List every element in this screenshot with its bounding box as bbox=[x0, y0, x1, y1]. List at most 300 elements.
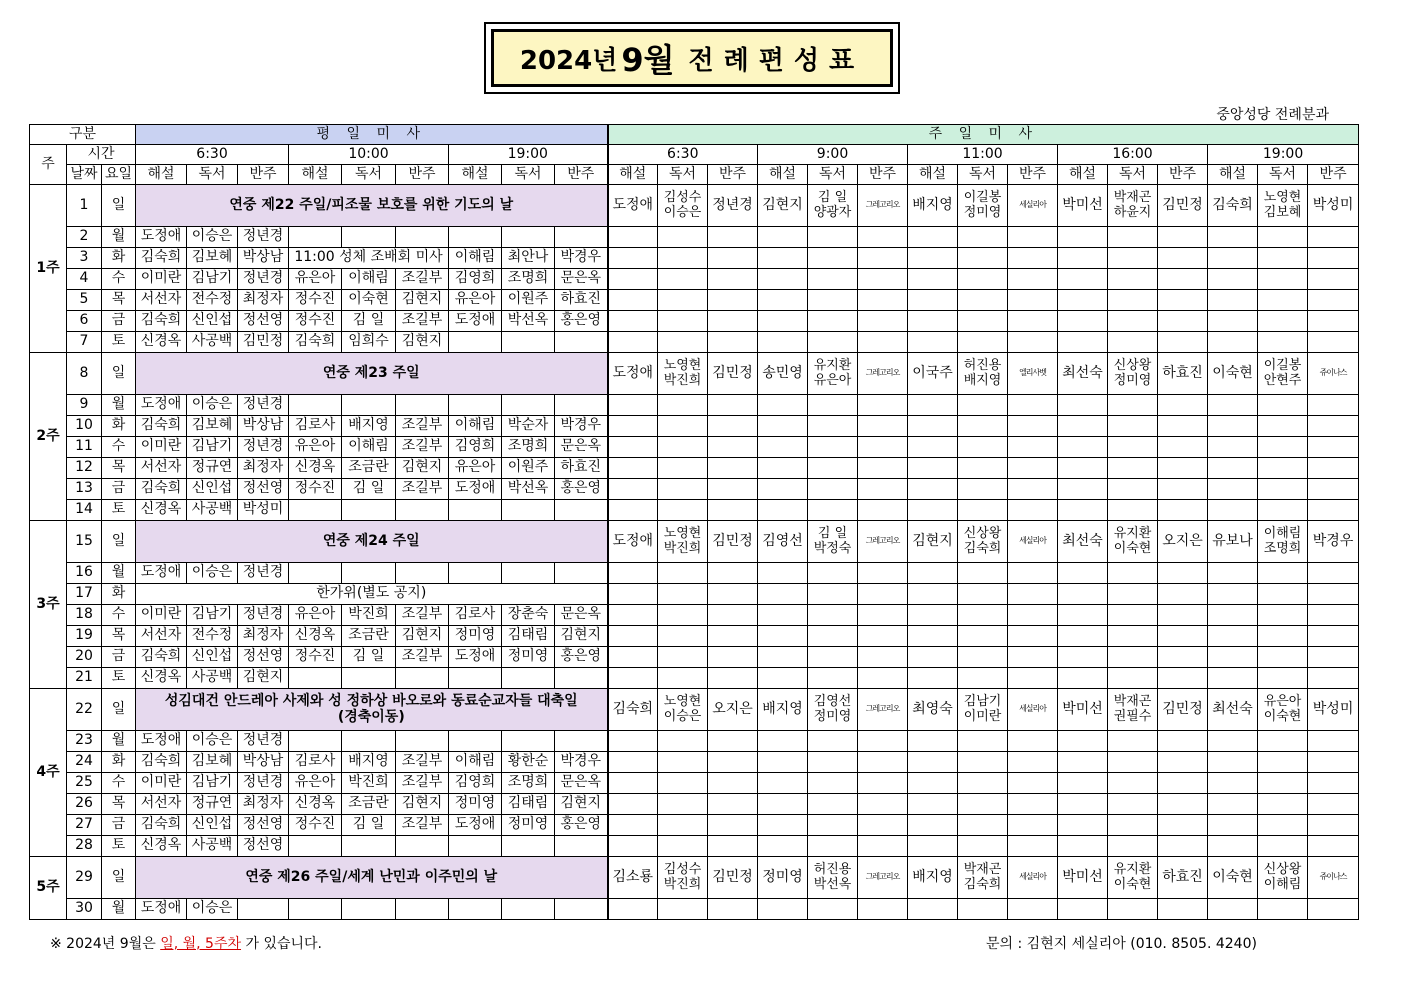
sunday-empty-cell bbox=[1008, 416, 1058, 437]
weekday-role-cell: 정선영 bbox=[238, 836, 289, 857]
weekday-cell: 수 bbox=[102, 269, 136, 290]
weekday-role-cell: 신경옥 bbox=[289, 458, 342, 479]
sunday-role-cell: 김 일 양광자 bbox=[808, 185, 858, 227]
sunday-empty-cell bbox=[858, 332, 908, 353]
sunday-empty-cell bbox=[1158, 584, 1208, 605]
sunday-empty-cell bbox=[608, 479, 658, 500]
sunday-empty-cell bbox=[958, 248, 1008, 269]
title-month: 9월 bbox=[621, 41, 675, 79]
sunday-empty-cell bbox=[1008, 269, 1058, 290]
table-row bbox=[30, 731, 1359, 752]
weekday-role-cell: 홍은영 bbox=[555, 647, 608, 668]
weekday-role-cell: 사공백 bbox=[187, 836, 238, 857]
sunday-empty-cell bbox=[608, 584, 658, 605]
weekday-role-cell: 조명희 bbox=[502, 773, 555, 794]
day-cell: 11 bbox=[67, 437, 102, 458]
sunday-empty-cell bbox=[1308, 458, 1359, 479]
weekday-role-cell: 정수진 bbox=[289, 290, 342, 311]
sunday-empty-cell bbox=[908, 416, 958, 437]
sunday-role-cell: 유지환 이숙현 bbox=[1108, 857, 1158, 899]
sunday-empty-cell bbox=[1258, 584, 1308, 605]
sunday-empty-cell bbox=[1108, 836, 1158, 857]
day-cell: 14 bbox=[67, 500, 102, 521]
sunday-empty-cell bbox=[658, 836, 708, 857]
weekday-role-cell: 김로사 bbox=[449, 605, 502, 626]
sunday-empty-cell bbox=[1008, 647, 1058, 668]
sunday-empty-cell bbox=[1208, 437, 1258, 458]
sunday-empty-cell bbox=[1058, 500, 1108, 521]
weekday-role-cell bbox=[342, 899, 396, 920]
weekday-role-cell bbox=[396, 836, 449, 857]
sunday-empty-cell bbox=[758, 815, 808, 836]
weekday-role-cell: 사공백 bbox=[187, 500, 238, 521]
sunday-empty-cell bbox=[1208, 458, 1258, 479]
sunday-empty-cell bbox=[908, 836, 958, 857]
sunday-empty-cell bbox=[1308, 626, 1359, 647]
weekday-role-cell: 김숙희 bbox=[136, 311, 187, 332]
weekday-role-cell: 조길부 bbox=[396, 752, 449, 773]
sunday-empty-cell bbox=[1208, 500, 1258, 521]
sunday-empty-cell bbox=[1308, 668, 1359, 689]
sunday-empty-cell bbox=[958, 773, 1008, 794]
sunday-empty-cell bbox=[958, 563, 1008, 584]
sunday-empty-cell bbox=[658, 605, 708, 626]
sunday-empty-cell bbox=[608, 269, 658, 290]
sunday-empty-cell bbox=[608, 458, 658, 479]
sunday-empty-cell bbox=[1108, 395, 1158, 416]
weekday-role-cell: 정규연 bbox=[187, 458, 238, 479]
weekday-role-cell: 유은아 bbox=[449, 290, 502, 311]
sunday-empty-cell bbox=[1258, 437, 1308, 458]
sunday-empty-cell bbox=[608, 836, 658, 857]
sunday-empty-cell bbox=[758, 563, 808, 584]
sunday-empty-cell bbox=[608, 563, 658, 584]
sunday-role-cell: 김민정 bbox=[708, 521, 758, 563]
sunday-empty-cell bbox=[908, 752, 958, 773]
sunday-role-cell: 김현지 bbox=[758, 185, 808, 227]
sunday-empty-cell bbox=[958, 815, 1008, 836]
weekday-role-cell: 박경우 bbox=[555, 416, 608, 437]
sunday-empty-cell bbox=[1208, 668, 1258, 689]
header-role: 해설 bbox=[449, 165, 502, 185]
sunday-empty-cell bbox=[808, 647, 858, 668]
sunday-role-cell: 배지영 bbox=[908, 857, 958, 899]
sunday-empty-cell bbox=[808, 500, 858, 521]
weekday-role-cell bbox=[502, 731, 555, 752]
weekday-role-cell: 이승은 bbox=[187, 395, 238, 416]
weekday-role-cell: 배지영 bbox=[342, 416, 396, 437]
day-cell: 27 bbox=[67, 815, 102, 836]
sunday-empty-cell bbox=[1108, 815, 1158, 836]
weekday-role-cell: 신경옥 bbox=[289, 794, 342, 815]
weekday-role-cell: 조길부 bbox=[396, 605, 449, 626]
weekday-role-cell: 전수정 bbox=[187, 290, 238, 311]
sunday-role-cell: 박미선 bbox=[1058, 185, 1108, 227]
sunday-empty-cell bbox=[708, 626, 758, 647]
sunday-empty-cell bbox=[1158, 416, 1208, 437]
sunday-empty-cell bbox=[958, 899, 1008, 920]
sunday-role-cell: 쥬이나스 bbox=[1308, 353, 1359, 395]
weekday-role-cell: 문은옥 bbox=[555, 269, 608, 290]
sunday-role-cell: 박미선 bbox=[1058, 857, 1108, 899]
sunday-empty-cell bbox=[808, 668, 858, 689]
footer-contact: 문의 : 김현지 세실리아 (010. 8505. 4240) bbox=[986, 936, 1257, 952]
header-role: 독서 bbox=[342, 165, 396, 185]
sunday-empty-cell bbox=[1108, 731, 1158, 752]
day-cell: 1 bbox=[67, 185, 102, 227]
header-role: 해설 bbox=[289, 165, 342, 185]
weekday-role-cell: 김현지 bbox=[396, 458, 449, 479]
sunday-empty-cell bbox=[1008, 836, 1058, 857]
sunday-empty-cell bbox=[1058, 752, 1108, 773]
table-row bbox=[30, 899, 1359, 920]
sunday-empty-cell bbox=[1108, 500, 1158, 521]
header-weekday-time: 19:00 bbox=[449, 145, 608, 165]
sunday-empty-cell bbox=[708, 836, 758, 857]
sunday-empty-cell bbox=[758, 626, 808, 647]
sunday-empty-cell bbox=[1008, 479, 1058, 500]
weekday-cell: 토 bbox=[102, 332, 136, 353]
sunday-empty-cell bbox=[1308, 248, 1359, 269]
header-role: 독서 bbox=[502, 165, 555, 185]
sunday-empty-cell bbox=[1158, 563, 1208, 584]
sunday-empty-cell bbox=[1208, 479, 1258, 500]
weekday-cell: 수 bbox=[102, 605, 136, 626]
sunday-empty-cell bbox=[1008, 773, 1058, 794]
weekday-role-cell: 김현지 bbox=[555, 626, 608, 647]
header-role: 반주 bbox=[1008, 165, 1058, 185]
table-row bbox=[30, 458, 1359, 479]
sunday-empty-cell bbox=[758, 227, 808, 248]
sunday-empty-cell bbox=[1158, 395, 1208, 416]
weekday-role-cell: 황한순 bbox=[502, 752, 555, 773]
header-sunday-time: 6:30 bbox=[608, 145, 758, 165]
sunday-role-cell: 최선숙 bbox=[1208, 689, 1258, 731]
header-sunday-time: 9:00 bbox=[758, 145, 908, 165]
table-row bbox=[30, 857, 1359, 899]
sunday-role-cell: 김숙희 bbox=[1208, 185, 1258, 227]
sunday-empty-cell bbox=[1008, 794, 1058, 815]
sunday-empty-cell bbox=[1058, 248, 1108, 269]
weekday-role-cell: 임희수 bbox=[342, 332, 396, 353]
sunday-empty-cell bbox=[758, 731, 808, 752]
day-cell: 22 bbox=[67, 689, 102, 731]
sunday-empty-cell bbox=[1208, 416, 1258, 437]
special-mass-note: 11:00 성체 조배회 미사 bbox=[289, 248, 449, 269]
header-role: 반주 bbox=[238, 165, 289, 185]
sunday-empty-cell bbox=[1208, 290, 1258, 311]
sunday-empty-cell bbox=[858, 311, 908, 332]
weekday-role-cell bbox=[502, 500, 555, 521]
sunday-empty-cell bbox=[658, 500, 708, 521]
sunday-role-cell: 배지영 bbox=[758, 689, 808, 731]
weekday-role-cell: 하효진 bbox=[555, 290, 608, 311]
sunday-role-cell: 허진용 배지영 bbox=[958, 353, 1008, 395]
sunday-empty-cell bbox=[1158, 794, 1208, 815]
weekday-role-cell: 이해림 bbox=[449, 752, 502, 773]
sunday-empty-cell bbox=[858, 773, 908, 794]
day-cell: 7 bbox=[67, 332, 102, 353]
weekday-role-cell: 최정자 bbox=[238, 458, 289, 479]
day-cell: 21 bbox=[67, 668, 102, 689]
header-role: 독서 bbox=[1258, 165, 1308, 185]
day-cell: 23 bbox=[67, 731, 102, 752]
sunday-empty-cell bbox=[1258, 563, 1308, 584]
footer-note bbox=[50, 933, 322, 953]
sunday-empty-cell bbox=[758, 248, 808, 269]
sunday-empty-cell bbox=[1308, 647, 1359, 668]
sunday-empty-cell bbox=[1008, 605, 1058, 626]
sunday-empty-cell bbox=[1308, 311, 1359, 332]
sunday-role-cell: 김민정 bbox=[1158, 689, 1208, 731]
sunday-empty-cell bbox=[1158, 773, 1208, 794]
sunday-empty-cell bbox=[1208, 647, 1258, 668]
sunday-empty-cell bbox=[808, 794, 858, 815]
weekday-role-cell: 문은옥 bbox=[555, 605, 608, 626]
sunday-empty-cell bbox=[658, 752, 708, 773]
sunday-empty-cell bbox=[1008, 626, 1058, 647]
weekday-role-cell: 조길부 bbox=[396, 269, 449, 290]
sunday-empty-cell bbox=[858, 416, 908, 437]
weekday-role-cell bbox=[555, 836, 608, 857]
footer-note-highlight: 일, 월, 5주차 bbox=[160, 936, 242, 952]
sunday-empty-cell bbox=[1308, 752, 1359, 773]
sunday-empty-cell bbox=[658, 563, 708, 584]
sunday-empty-cell bbox=[1058, 794, 1108, 815]
sunday-empty-cell bbox=[1308, 290, 1359, 311]
weekday-role-cell: 조명희 bbox=[502, 269, 555, 290]
page-title bbox=[491, 29, 893, 87]
sunday-role-cell: 김성수 이승은 bbox=[658, 185, 708, 227]
weekday-role-cell: 이승은 bbox=[187, 227, 238, 248]
sunday-empty-cell bbox=[808, 836, 858, 857]
header-role: 독서 bbox=[958, 165, 1008, 185]
sunday-empty-cell bbox=[758, 752, 808, 773]
day-cell: 24 bbox=[67, 752, 102, 773]
sunday-empty-cell bbox=[758, 794, 808, 815]
sunday-empty-cell bbox=[658, 269, 708, 290]
sunday-empty-cell bbox=[1208, 626, 1258, 647]
sunday-empty-cell bbox=[958, 794, 1008, 815]
sunday-role-cell: 배지영 bbox=[908, 185, 958, 227]
weekday-role-cell: 김숙희 bbox=[136, 815, 187, 836]
sunday-empty-cell bbox=[858, 794, 908, 815]
weekday-role-cell: 정년경 bbox=[238, 605, 289, 626]
table-row bbox=[30, 584, 1359, 605]
weekday-role-cell bbox=[449, 731, 502, 752]
sunday-empty-cell bbox=[658, 794, 708, 815]
footer-note-prefix: ※ 2024년 9월은 bbox=[50, 936, 161, 952]
sunday-empty-cell bbox=[1158, 605, 1208, 626]
title-rest: 전례편성표 bbox=[688, 45, 865, 76]
sunday-empty-cell bbox=[1158, 269, 1208, 290]
sunday-role-cell: 이숙현 bbox=[1208, 857, 1258, 899]
weekday-role-cell: 사공백 bbox=[187, 332, 238, 353]
weekday-role-cell bbox=[449, 395, 502, 416]
sunday-empty-cell bbox=[1308, 332, 1359, 353]
weekday-role-cell: 장춘숙 bbox=[502, 605, 555, 626]
sunday-role-cell: 하효진 bbox=[1158, 857, 1208, 899]
sunday-empty-cell bbox=[1158, 332, 1208, 353]
sunday-empty-cell bbox=[908, 479, 958, 500]
sunday-title: 연중 제26 주일/세계 난민과 이주민의 날 bbox=[136, 857, 608, 899]
sunday-empty-cell bbox=[1158, 311, 1208, 332]
day-cell: 17 bbox=[67, 584, 102, 605]
table-row bbox=[30, 689, 1359, 731]
sunday-empty-cell bbox=[1308, 815, 1359, 836]
weekday-cell: 화 bbox=[102, 752, 136, 773]
table-row bbox=[30, 752, 1359, 773]
sunday-empty-cell bbox=[1158, 752, 1208, 773]
sunday-empty-cell bbox=[708, 794, 758, 815]
sunday-empty-cell bbox=[1258, 500, 1308, 521]
weekday-cell: 월 bbox=[102, 227, 136, 248]
weekday-role-cell: 김보혜 bbox=[187, 416, 238, 437]
sunday-empty-cell bbox=[1208, 752, 1258, 773]
weekday-role-cell bbox=[502, 227, 555, 248]
weekday-role-cell: 김현지 bbox=[396, 794, 449, 815]
sunday-empty-cell bbox=[1308, 899, 1359, 920]
weekday-role-cell: 신경옥 bbox=[289, 626, 342, 647]
sunday-empty-cell bbox=[658, 416, 708, 437]
sunday-empty-cell bbox=[908, 269, 958, 290]
weekday-role-cell: 김보혜 bbox=[187, 248, 238, 269]
sunday-empty-cell bbox=[708, 899, 758, 920]
sunday-role-cell: 도정애 bbox=[608, 521, 658, 563]
sunday-empty-cell bbox=[1058, 227, 1108, 248]
sunday-empty-cell bbox=[1258, 773, 1308, 794]
weekday-role-cell bbox=[342, 395, 396, 416]
sunday-empty-cell bbox=[808, 605, 858, 626]
sunday-empty-cell bbox=[1058, 731, 1108, 752]
sunday-empty-cell bbox=[1058, 416, 1108, 437]
weekday-role-cell: 신경옥 bbox=[136, 836, 187, 857]
sunday-empty-cell bbox=[1058, 815, 1108, 836]
weekday-role-cell bbox=[555, 395, 608, 416]
sunday-empty-cell bbox=[658, 668, 708, 689]
header-role: 해설 bbox=[1058, 165, 1108, 185]
sunday-empty-cell bbox=[1008, 458, 1058, 479]
sunday-role-cell: 쥬이나스 bbox=[1308, 857, 1359, 899]
sunday-empty-cell bbox=[758, 605, 808, 626]
sunday-empty-cell bbox=[1308, 437, 1359, 458]
weekday-role-cell: 정수진 bbox=[289, 311, 342, 332]
weekday-role-cell: 정년경 bbox=[238, 269, 289, 290]
header-role: 반주 bbox=[1308, 165, 1359, 185]
sunday-empty-cell bbox=[1308, 773, 1359, 794]
sunday-role-cell: 유은아 이숙현 bbox=[1258, 689, 1308, 731]
sunday-empty-cell bbox=[908, 458, 958, 479]
table-row bbox=[30, 248, 1359, 269]
sunday-empty-cell bbox=[1208, 584, 1258, 605]
weekday-cell: 목 bbox=[102, 290, 136, 311]
sunday-empty-cell bbox=[908, 668, 958, 689]
day-cell: 20 bbox=[67, 647, 102, 668]
sunday-empty-cell bbox=[1008, 500, 1058, 521]
sunday-empty-cell bbox=[958, 584, 1008, 605]
weekday-role-cell bbox=[396, 731, 449, 752]
sunday-empty-cell bbox=[958, 332, 1008, 353]
sunday-empty-cell bbox=[1108, 290, 1158, 311]
sunday-empty-cell bbox=[1008, 437, 1058, 458]
organization-label: 중앙성당 전례분과 bbox=[1216, 107, 1329, 123]
sunday-empty-cell bbox=[1008, 248, 1058, 269]
sunday-empty-cell bbox=[1258, 731, 1308, 752]
weekday-role-cell: 조길부 bbox=[396, 416, 449, 437]
header-sunday-time: 19:00 bbox=[1208, 145, 1359, 165]
weekday-role-cell: 정수진 bbox=[289, 479, 342, 500]
sunday-empty-cell bbox=[708, 227, 758, 248]
sunday-empty-cell bbox=[708, 248, 758, 269]
weekday-cell: 월 bbox=[102, 395, 136, 416]
sunday-empty-cell bbox=[858, 395, 908, 416]
weekday-role-cell: 유은아 bbox=[449, 458, 502, 479]
weekday-role-cell: 김 일 bbox=[342, 647, 396, 668]
sunday-empty-cell bbox=[958, 500, 1008, 521]
sunday-empty-cell bbox=[1108, 479, 1158, 500]
sunday-empty-cell bbox=[1308, 836, 1359, 857]
sunday-empty-cell bbox=[1258, 605, 1308, 626]
weekday-role-cell bbox=[342, 563, 396, 584]
day-cell: 26 bbox=[67, 794, 102, 815]
weekday-role-cell: 최정자 bbox=[238, 290, 289, 311]
weekday-role-cell: 박선옥 bbox=[502, 311, 555, 332]
sunday-role-cell: 그레고리오 bbox=[858, 689, 908, 731]
weekday-role-cell: 정년경 bbox=[238, 227, 289, 248]
sunday-empty-cell bbox=[608, 416, 658, 437]
weekday-role-cell: 서선자 bbox=[136, 626, 187, 647]
weekday-role-cell bbox=[555, 500, 608, 521]
weekday-role-cell bbox=[555, 227, 608, 248]
day-cell: 5 bbox=[67, 290, 102, 311]
weekday-role-cell: 박순자 bbox=[502, 416, 555, 437]
sunday-empty-cell bbox=[758, 500, 808, 521]
sunday-role-cell: 신상왕 이해림 bbox=[1258, 857, 1308, 899]
weekday-cell: 목 bbox=[102, 794, 136, 815]
sunday-empty-cell bbox=[708, 416, 758, 437]
weekday-role-cell: 최정자 bbox=[238, 626, 289, 647]
sunday-empty-cell bbox=[758, 416, 808, 437]
sunday-empty-cell bbox=[658, 647, 708, 668]
sunday-role-cell: 이길봉 안현주 bbox=[1258, 353, 1308, 395]
sunday-empty-cell bbox=[1058, 269, 1108, 290]
sunday-empty-cell bbox=[1258, 668, 1308, 689]
weekday-role-cell: 김로사 bbox=[289, 416, 342, 437]
weekday-role-cell: 김현지 bbox=[555, 794, 608, 815]
weekday-role-cell: 도정애 bbox=[449, 815, 502, 836]
weekday-role-cell: 김남기 bbox=[187, 773, 238, 794]
weekday-role-cell bbox=[289, 395, 342, 416]
sunday-empty-cell bbox=[1058, 626, 1108, 647]
table-row bbox=[30, 563, 1359, 584]
sunday-empty-cell bbox=[958, 731, 1008, 752]
sunday-empty-cell bbox=[1308, 269, 1359, 290]
weekday-role-cell: 정미영 bbox=[502, 815, 555, 836]
sunday-empty-cell bbox=[608, 500, 658, 521]
sunday-empty-cell bbox=[1158, 437, 1208, 458]
weekday-role-cell: 이승은 bbox=[187, 563, 238, 584]
header-role: 반주 bbox=[858, 165, 908, 185]
day-cell: 29 bbox=[67, 857, 102, 899]
sunday-role-cell: 유보나 bbox=[1208, 521, 1258, 563]
weekday-role-cell: 박상남 bbox=[238, 752, 289, 773]
sunday-empty-cell bbox=[708, 647, 758, 668]
weekday-role-cell: 김현지 bbox=[396, 332, 449, 353]
sunday-empty-cell bbox=[908, 794, 958, 815]
weekday-role-cell: 조길부 bbox=[396, 479, 449, 500]
sunday-empty-cell bbox=[808, 395, 858, 416]
sunday-empty-cell bbox=[608, 290, 658, 311]
